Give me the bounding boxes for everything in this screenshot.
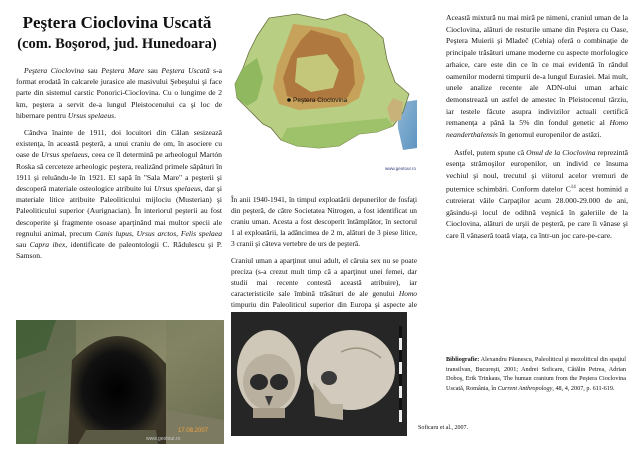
bibliography-label: Bibliografie: [446, 356, 480, 363]
conclusion-paragraph: Astfel, putem spune că Omul de la Cioclovina reprezintă esenţa strămoşilor europenilor, un individ ce însuma vechiul şi noul, trecutul şi viitorul acelor vremuri de puternice schimbări. Conform datelor $C^{14}$ acest hominid a cutreierat văile Carpaţilor acum 28.000-29.000 de ani, găsindu-şi locul de odihnă veşnică în galeriile de la Cioclovina, alături de urşii de peşteră, pe care îi vânase şi care îl vânaseră toată viaţa, ca într-un joc care-pe-care. [446, 147, 628, 241]
skull-discovery-paragraph: În anii 1940-1941, în timpul exploatării depunerilor de fosfaţi din peşteră, de către Societatea Nitrogen, a fost identificat un craniu uman. Acesta a fost descoperit întâmplător, în sectorul 1 al exploatării, la adâncimea de 2 m, alături de 3 piese litice, 3 cranii şi câteva vertebre de urs de peşteră. [231, 195, 417, 248]
left-column [16, 65, 222, 267]
photo-watermark: www.geotour.ro [146, 436, 181, 442]
skull-features-paragraph: Craniul uman a aparţinut unui adult, el căruia sex nu se poate preciza (s-a crezut mult timp că a aparţinut unei femei, dar studii mai recente contestă această atribuire), iar caracteristicile sale îmbină trăsături de ale genului Homo timpuriu din Paleoliticul superior din Europa şi aspecte ale [231, 256, 417, 309]
middle-column [231, 194, 417, 327]
bibliography: Bibliografie: Alexandru Păunescu, Paleoliticul şi mezoliticul din spaţiul transilvan, Bucureşti, 2001; Andrei Soficaru, Cătălin Petrea, Adrian Doboş, Erik Trinkaus, The human cranium from the Peştera Cioclovina Uscată, România, în Current Anthropology, 48, 4, 2007, p. 611-619. [446, 356, 626, 392]
map-watermark: www.geotour.ro [385, 166, 417, 171]
cave-mouth [68, 336, 166, 444]
romania-map [227, 8, 417, 176]
map-location-label: Peştera Cioclovina [293, 97, 348, 104]
skull-photo-credit: Soficaru et al., 2007. [418, 425, 468, 431]
page-title [12, 12, 222, 54]
title-line-1: Peştera Cioclovina Uscată [22, 13, 212, 32]
mixture-paragraph: Această mixtură nu mai miră pe nimeni, craniul uman de la Cioclovina, alături de resturile umane din Peştera cu Oase, Peştera Muierii şi Mladeč (Cehia) oferă o combinaţie de principale trăsături umane moderne cu aspecte morfologice arhaice, care este din ce în ce mai evidentă în rândul oamenilor moderni timpurii de-a lungul Eurasiei. Mai mult, unele analize recente ale ADN-ului uman arhaic demonstrează un astfel de amestec în Pleistocenul târziu, iar testele făcute asupra indivizilor actuali certifică remanenţa a până la 5% din fondul genetic al Homo neanderthalensis în genomul europenilor de astăzi. [446, 13, 628, 140]
cave-location-marker [287, 98, 291, 102]
title-line-2: (com. Boşorod, jud. Hunedoara) [17, 36, 217, 52]
right-column [446, 12, 628, 248]
discovery-paragraph: Cândva înainte de 1911, doi locuitori din Călan sesizează existenţa, în această peşteră, a unui craniu de om, în asociere cu oase de Ursus spelaeus, ceea ce îl determină pe arheologul Martón Roska să cerceteze arheologic peştera, realizând primele săpături în 1911 şi reluându-le în 1921. El sapă în "Sala Mare" a peşterii şi descoperă materiale osteologice atribuite lui Ursus spelaeus, dar şi materiale litice atribuite Paleoliticului mijlociu (Musterian) şi Paleoliticului superior (Aurignacian). În interiorul peşterii au fost descoperite şi fragmente osoase aparţinând mai multor specii ale regnului animal, precum Canis lupus, Ursus arctos, Felis spelaea sau Capra ibex, identificate de paleontologii C. Rădulescu şi P. Samson. [16, 128, 222, 261]
skull-photos [231, 312, 407, 436]
photo-date-stamp: 17.08.2007 [178, 428, 209, 434]
intro-paragraph: Peştera Cioclovina sau Peştera Mare sau Peştera Uscată s-a format erodată în calcarele jurasice ale masivului Şebeşului şi face parte din sistemul carstic Ponorici-Cioclovina. Cu o lungime de 2 km, peştera a servit de-a lungul Pleistocenului ca şi loc de hibernare pentru Ursus spelaeus. [16, 66, 223, 120]
cave-entrance-photo [16, 320, 224, 444]
scale-bar [399, 326, 402, 422]
